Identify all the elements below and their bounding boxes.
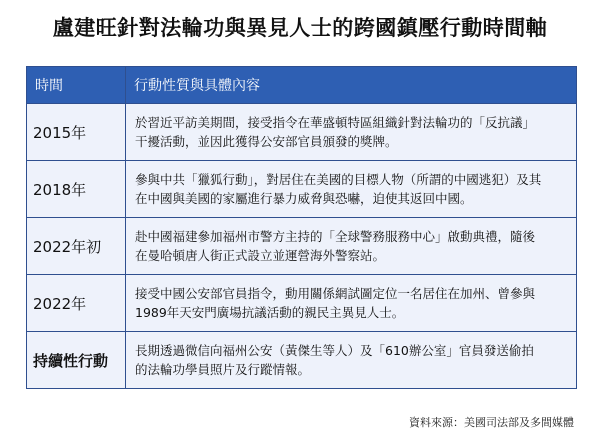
description-line: 在中國與美國的家屬進行暴力威脅與恐嚇，迫使其返回中國。 [135,191,473,206]
description-line: 的法輪功學員照片及行蹤情報。 [135,362,311,377]
row-time: 2022年初 [27,218,126,275]
description-line: 於習近平訪美期間，接受指令在華盛頓特區組織針對法輪功的「反抗議」 [135,115,536,130]
table-header-row [27,67,576,104]
description-line: 赴中國福建參加福州市警方主持的「全球警務服務中心」啟動典禮，隨後 [135,229,536,244]
table-row [27,161,576,218]
table-row [27,218,576,275]
header-description: 行動性質與具體內容 [126,67,577,104]
row-description [126,161,577,218]
row-description [126,218,577,275]
row-description [126,332,577,389]
row-time: 持續性行動 [27,332,126,389]
row-time: 2015年 [27,104,126,161]
page-title: 盧建旺針對法輪功與異見人士的跨國鎮壓行動時間軸 [52,16,548,40]
row-description [126,275,577,332]
table-row [27,104,576,161]
description-line: 長期透過微信向福州公安（黃傑生等人）及「610辦公室」官員發送偷拍 [135,343,534,358]
table-row [27,332,576,389]
header-time: 時間 [27,67,126,104]
row-description [126,104,577,161]
row-time: 2018年 [27,161,126,218]
source-note: 資料來源：美國司法部及多間媒體 [409,416,574,429]
description-line: 1989年天安門廣場抗議活動的親民主異見人士。 [135,305,405,320]
table-row [27,275,576,332]
description-line: 干擾活動，並因此獲得公安部官員頒發的獎牌。 [135,134,398,149]
description-line: 接受中國公安部官員指令，動用關係網試圖定位一名居住在加州、曾參與 [135,286,536,301]
description-line: 在曼哈頓唐人街正式設立並運營海外警察站。 [135,248,386,263]
description-line: 參與中共「獵狐行動」，對居住在美國的目標人物（所謂的中國逃犯）及其 [135,172,542,187]
row-time: 2022年 [27,275,126,332]
timeline-grid [27,67,576,388]
timeline-table [26,66,577,389]
